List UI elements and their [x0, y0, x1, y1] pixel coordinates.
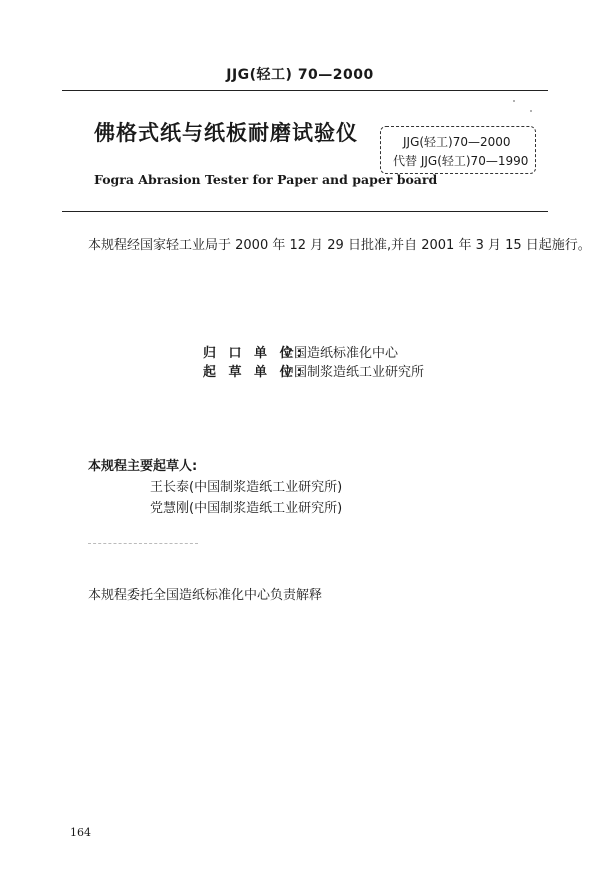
code-box-replaces: 代替 JJG(轻工)70—1990: [393, 154, 529, 168]
drafter-item: 王长泰(中国制浆造纸工业研究所): [150, 480, 343, 495]
interpretation-statement: 本规程委托全国造纸标准化中心负责解释: [88, 588, 323, 603]
drafters-heading: 本规程主要起草人:: [88, 459, 198, 474]
title-divider: [62, 211, 548, 212]
approval-statement: 本规程经国家轻工业局于 2000 年 12 月 29 日批准,并自 2001 年 3 月 15 日起施行。: [88, 238, 591, 253]
responsible-unit-value: 全国造纸标准化中心: [281, 346, 399, 361]
standard-code-box: [380, 126, 536, 174]
page-number: 164: [70, 826, 91, 839]
standard-code-header: JJG(轻工) 70—2000: [226, 67, 374, 83]
responsible-unit-label: 归 口 单 位:: [203, 346, 306, 361]
drafting-unit-row: [203, 363, 424, 382]
organizations-block: [203, 344, 424, 382]
document-title-english: Fogra Abrasion Tester for Paper and paper board: [94, 172, 438, 187]
responsible-unit-row: [203, 344, 424, 363]
scan-speck: [530, 110, 532, 112]
drafter-item: 党慧刚(中国制浆造纸工业研究所): [150, 501, 343, 516]
top-divider: [62, 90, 548, 91]
drafting-unit-label: 起 草 单 位:: [203, 365, 306, 380]
drafting-unit-value: 中国制浆造纸工业研究所: [281, 365, 425, 380]
faint-divider: [88, 543, 198, 544]
document-title-chinese: 佛格式纸与纸板耐磨试验仪: [94, 121, 358, 145]
scan-speck: [513, 100, 515, 102]
code-box-current: JJG(轻工)70—2000: [403, 135, 511, 149]
